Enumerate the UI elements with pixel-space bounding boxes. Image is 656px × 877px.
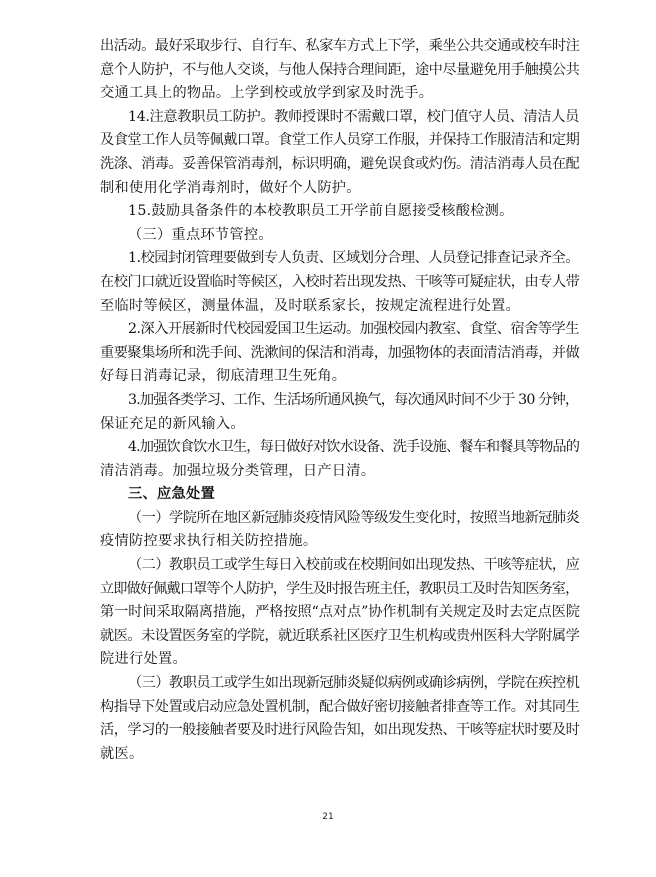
text-line: （二）教职员工或学生每日入校前或在校期间如出现发热、干咳等症状，应 xyxy=(128,557,580,574)
paragraph xyxy=(100,318,580,389)
section-heading xyxy=(100,483,580,507)
text-line: 立即做好佩戴口罩等个人防护，学生及时报告班主任，教职员工及时告知医务室， xyxy=(100,580,579,597)
text-line: 重要聚集场所和洗手间、洗漱间的保洁和消毒，加强物体的表面清洁消毒，并做 xyxy=(100,344,580,361)
paragraph xyxy=(100,224,580,248)
paragraph xyxy=(100,507,580,554)
text-line: 在校门口就近设置临时等候区，入校时若出现发热、干咳等可疑症状，由专人带 xyxy=(100,273,580,290)
text-line: 构指导下处置或启动应急处置机制，配合做好密切接触者排查等工作。对其同生 xyxy=(100,698,580,715)
text-line: 1.校园封闭管理要做到专人负责、区域划分合理、人员登记排查记录齐全。 xyxy=(128,250,579,267)
text-line: 活，学习的一般接触者要及时进行风险告知，如出现发热、干咳等症状时要及时 xyxy=(100,722,580,739)
text-line: （一）学院所在地区新冠肺炎疫情风险等级发生变化时，按照当地新冠肺炎 xyxy=(128,509,580,526)
text-line: 制和使用化学消毒剂时，做好个人防护。 xyxy=(100,179,361,196)
text-line: 4.加强饮食饮水卫生，每日做好对饮水设备、洗手设施、餐车和餐具等物品的 xyxy=(128,439,580,456)
paragraph xyxy=(100,106,580,200)
text-line: 就医。未设置医务室的学院，就近联系社区医疗卫生机构或贵州医科大学附属学 xyxy=(100,627,580,644)
text-line: 清洁消毒。加强垃圾分类管理，日产日清。 xyxy=(100,462,376,479)
text-line: 好每日消毒记录，彻底清理卫生死角。 xyxy=(100,368,347,385)
text-line: 出活动。最好采取步行、自行车、私家车方式上下学，乘坐公共交通或校车时注 xyxy=(100,38,580,54)
paragraph xyxy=(100,554,580,672)
text-line: 就医。 xyxy=(100,745,144,762)
paragraph xyxy=(100,672,580,766)
text-line: 保证充足的新风输入。 xyxy=(100,415,245,432)
text-line: 至临时等候区，测量体温，及时联系家长，按规定流程进行处置。 xyxy=(100,297,521,314)
text-line: 及食堂工作人员等佩戴口罩。食堂工作人员穿工作服，并保持工作服清洁和定期 xyxy=(100,132,580,149)
text-line: 疫情防控要求执行相关防控措施。 xyxy=(100,533,318,550)
text-line: 2.深入开展新时代校园爱国卫生运动。加强校园内教室、食堂、宿舍等学生 xyxy=(128,321,579,338)
paragraph xyxy=(100,35,580,106)
paragraph xyxy=(100,200,580,224)
paragraph xyxy=(100,247,580,318)
text-line: 第一时间采取隔离措施，严格按照“点对点”协作机制有关规定及时去定点医院 xyxy=(100,604,580,621)
text-line: 意个人防护，不与他人交谈，与他人保持合理间距，途中尽量避免用手触摸公共 xyxy=(100,61,580,78)
text-line: （三）重点环节管控。 xyxy=(128,226,273,243)
document-body xyxy=(100,35,580,766)
text-line: 交通工具上的物品。上学到校或放学到家及时洗手。 xyxy=(100,85,434,102)
text-line: 14.注意教职员工防护。教师授课时不需戴口罩，校门值守人员、清洁人员 xyxy=(128,108,579,125)
text-line: （三）教职员工或学生如出现新冠肺炎疑似病例或确诊病例，学院在疾控机 xyxy=(128,675,580,692)
text-line: 三、应急处置 xyxy=(128,486,215,503)
text-line: 3.加强各类学习、工作、生活场所通风换气，每次通风时间不少于 30 分钟， xyxy=(128,391,579,408)
text-line: 院进行处置。 xyxy=(100,651,187,668)
paragraph xyxy=(100,389,580,436)
text-line: 洗涤、消毒。妥善保管消毒剂，标识明确，避免误食或灼伤。清洁消毒人员在配 xyxy=(100,155,580,172)
text-line: 15.鼓励具备条件的本校教职员工开学前自愿接受核酸检测。 xyxy=(128,203,514,220)
paragraph xyxy=(100,436,580,483)
page-number: 21 xyxy=(322,812,334,822)
